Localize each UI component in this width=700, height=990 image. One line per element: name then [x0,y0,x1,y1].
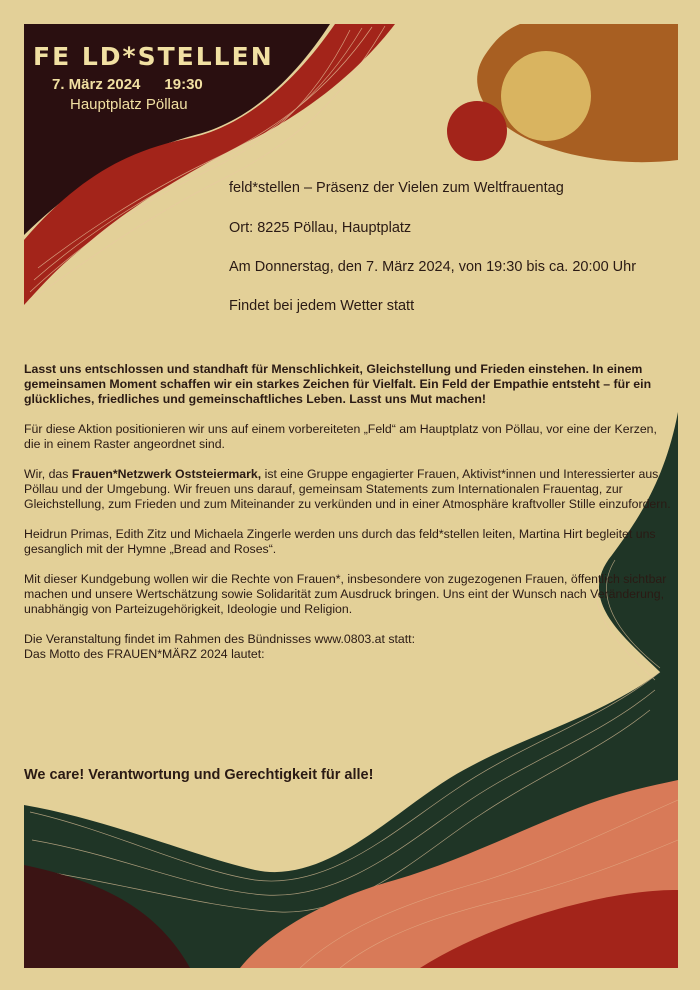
header-time: 19:30 [164,76,203,93]
network-intro: Wir, das [24,467,72,481]
header-date-time [52,76,203,93]
paragraph-alliance [24,632,674,662]
header-place: Hauptplatz Pöllau [70,96,188,113]
event-title: feld*stellen – Präsenz der Vielen zum Weltfrauentag [229,180,564,196]
motto-intro-line: Das Motto des FRAUEN*MÄRZ 2024 lautet: [24,647,265,661]
red-circle [447,101,507,161]
motto-text: We care! Verantwortung und Gerechtigkeit für alle! [24,767,374,783]
event-weather-note: Findet bei jedem Wetter statt [229,298,415,314]
paragraph-network [24,467,674,512]
network-description: ist eine Gruppe engagierter Frauen, Aktivist*innen und Interessierter aus Pöllau und der Umgebung. Wir freuen uns darauf, gemeinsam Statements zum Internationalen Frauentag, zur Gleichstellung, zum Frieden und zum Miteinander zu verkünden und in einer Atmosphäre kraftvoller Stille einzufordern. [24,467,671,511]
header-date: 7. März 2024 [52,76,141,93]
event-location: Ort: 8225 Pöllau, Hauptplatz [229,220,412,236]
event-datetime: Am Donnerstag, den 7. März 2024, von 19:30 bis ca. 20:00 Uhr [229,259,637,275]
lead-paragraph: Lasst uns entschlossen und standhaft für Menschlichkeit, Gleichstellung und Frieden einstehen. In einem gemeinsamen Moment schaffen wir ein starkes Zeichen für Vielfalt. Ein Feld der Empathie entsteht – für ein glückliches, friedliches und gemeinschaftliches Leben. Lasst uns Mut machen! [24,362,652,406]
paragraph-field: Für diese Aktion positionieren wir uns auf einem vorbereiteten „Feld“ am Hauptplatz von Pöllau, vor eine der Kerzen, die in einem Raster angeordnet sind. [24,422,657,451]
paragraph-rally: Mit dieser Kundgebung wollen wir die Rechte von Frauen*, insbesondere von zugezogenen Frauen, öffentlich sichtbar machen und unsere Wertschätzung sowie Solidarität zum Ausdruck bringen. Uns eint der Wunsch nach Veränderung, unabhängig von Parteizugehörigkeit, Ideologie und Religion. [24,572,667,616]
sun-circle [501,51,591,141]
paragraph-hosts: Heidrun Primas, Edith Zitz und Michaela Zingerle werden uns durch das feld*stellen leiten, Martina Hirt begleitet uns gesanglich mit der Hymne „Bread and Roses“. [24,527,656,556]
alliance-line: Die Veranstaltung findet im Rahmen des Bündnisses www.0803.at statt: [24,632,415,646]
body-text [24,362,674,677]
logo-wordmark: FE LD*STELLEN [33,42,274,71]
network-name: Frauen*Netzwerk Oststeiermark, [71,467,262,481]
